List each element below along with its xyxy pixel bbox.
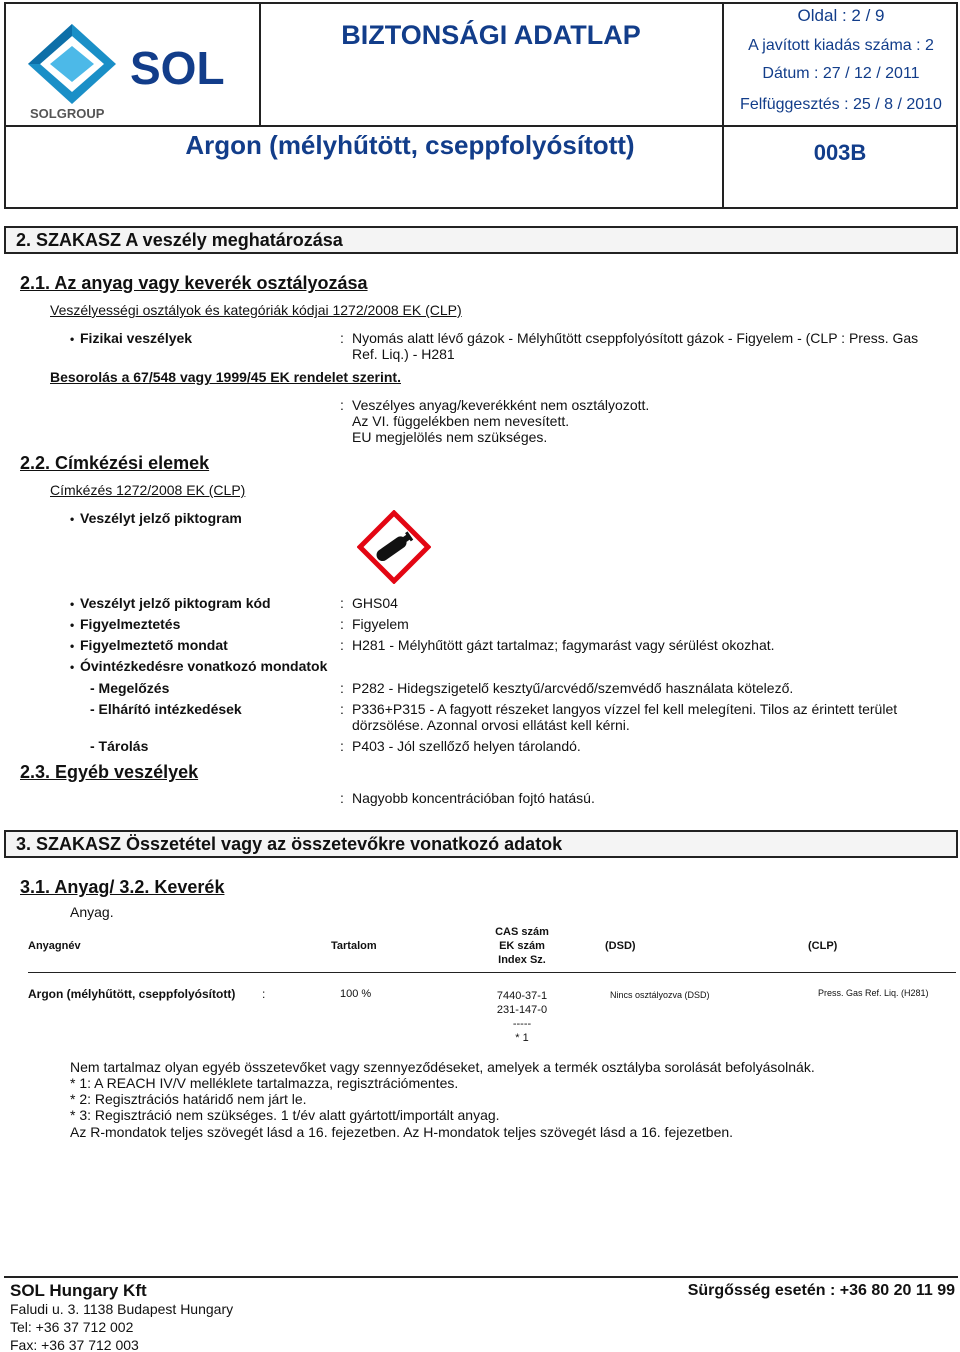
- row-index-number: -----: [512, 1018, 532, 1030]
- physical-hazards-label: • Fizikai veszélyek: [70, 330, 192, 346]
- row-ec-number: 231-147-0: [496, 1004, 548, 1016]
- row-note: * 1: [515, 1032, 529, 1044]
- colon: :: [340, 701, 344, 717]
- table-header-divider: [28, 972, 956, 973]
- svg-text:SOL: SOL: [130, 42, 225, 94]
- column-header-clp: (CLP): [808, 940, 838, 952]
- row-separator: :: [262, 987, 266, 1001]
- subsection-3-1-title: 3.1. Anyag/ 3.2. Keverék: [20, 877, 225, 897]
- subsection-2-3-title: 2.3. Egyéb veszélyek: [20, 762, 199, 782]
- colon: :: [340, 637, 344, 653]
- supersedes-date: Felfüggesztés : 25 / 8 / 2010: [740, 96, 942, 113]
- page-number: Oldal : 2 / 9: [797, 6, 885, 25]
- revision-date: Dátum : 27 / 12 / 2011: [762, 65, 920, 82]
- section-3-bar: [4, 830, 958, 858]
- colon: :: [340, 790, 344, 806]
- physical-hazards-value-1: Nyomás alatt lévő gázok - Mélyhűtött cseppfolyósított gázok - Figyelem - (CLP : Press. Gas: [352, 330, 919, 346]
- footer-address: Faludi u. 3. 1138 Budapest Hungary: [10, 1301, 234, 1317]
- dsd-classification-2: Az VI. függelékben nem nevesített.: [352, 413, 570, 429]
- other-hazards-value: Nagyobb koncentrációban fojtó hatású.: [352, 790, 595, 806]
- precautionary-label: • Óvintézkedésre vonatkozó mondatok: [70, 658, 327, 674]
- response-value-2: dörzsölése. Azonnal orvosi ellátást kell kérni.: [352, 717, 630, 733]
- subsection-2-2-title: 2.2. Címkézési elemek: [20, 453, 210, 473]
- section-3-title: 3. SZAKASZ Összetétel vagy az összetevőkre vonatkozó adatok: [16, 834, 563, 854]
- row-content: 100 %: [340, 988, 372, 1000]
- sol-logo: [6, 4, 256, 124]
- colon: :: [340, 738, 344, 754]
- footer-company: SOL Hungary Kft: [10, 1281, 147, 1300]
- footer-tel: Tel: +36 37 712 002: [10, 1319, 134, 1335]
- colon: :: [340, 330, 344, 346]
- revision-number: A javított kiadás száma : 2: [748, 37, 934, 54]
- header-divider: [4, 125, 958, 127]
- prevention-label: - Megelőzés: [90, 680, 170, 696]
- subsection-2-1-subtitle: Veszélyességi osztályok és kategóriák kódjai 1272/2008 EK (CLP): [50, 302, 462, 318]
- pictogram-code-value: GHS04: [352, 595, 398, 611]
- response-value-1: P336+P315 - A fagyott részeket langyos vízzel fel kell melegíteni. Tilos az érintett terület: [352, 701, 898, 717]
- signal-word-value: Figyelem: [352, 616, 409, 632]
- column-header-dsd: (DSD): [605, 940, 636, 952]
- footer-emergency-phone: Sürgősség esetén : +36 80 20 11 99: [687, 1282, 955, 1299]
- colon: :: [340, 616, 344, 632]
- row-cas-number: 7440-37-1: [496, 990, 548, 1002]
- svg-text:SOLGROUP: SOLGROUP: [30, 106, 105, 121]
- physical-hazards-value-2: Ref. Liq.) - H281: [352, 346, 455, 362]
- substance-type: Anyag.: [70, 904, 114, 920]
- note-line: * 1: A REACH IV/V melléklete tartalmazza, regisztrációmentes.: [70, 1075, 459, 1091]
- code-divider: [722, 125, 724, 209]
- signal-word-label: • Figyelmeztetés: [70, 616, 180, 632]
- storage-label: - Tárolás: [90, 738, 149, 754]
- row-substance-name: Argon (mélyhűtött, cseppfolyósított): [28, 987, 236, 1001]
- row-dsd: Nincs osztályozva (DSD): [610, 990, 710, 1000]
- note-line: * 3: Regisztráció nem szükséges. 1 t/év alatt gyártott/importált anyag.: [70, 1107, 500, 1123]
- subsection-2-1-title: 2.1. Az anyag vagy keverék osztályozása: [20, 273, 368, 293]
- product-name: Argon (mélyhűtött, cseppfolyósított): [185, 130, 635, 160]
- colon: :: [340, 595, 344, 611]
- note-line: Az R-mondatok teljes szövegét lásd a 16. fejezetben. Az H-mondatok teljes szövegét lásd a 16. fejezetben.: [70, 1124, 734, 1140]
- section-2-bar: [4, 226, 958, 254]
- storage-value: P403 - Jól szellőző helyen tárolandó.: [352, 738, 581, 754]
- note-line: * 2: Regisztrációs határidő nem járt le.: [70, 1091, 307, 1107]
- document-title: BIZTONSÁGI ADATLAP: [341, 20, 641, 50]
- dsd-classification-3: EU megjelölés nem szükséges.: [352, 429, 548, 445]
- product-code: 003B: [813, 140, 867, 165]
- note-line: Nem tartalmaz olyan egyéb összetevőket vagy szennyeződéseket, amelyek a termék osztályba sorolását befolyásolnák.: [70, 1059, 815, 1075]
- dsd-classification-label: Besorolás a 67/548 vagy 1999/45 EK rendelet szerint.: [50, 369, 401, 385]
- hazard-statement-label: • Figyelmeztető mondat: [70, 637, 228, 653]
- subsection-2-2-subtitle: Címkézés 1272/2008 EK (CLP): [50, 482, 246, 498]
- column-header-content: Tartalom: [331, 940, 377, 952]
- colon: :: [340, 680, 344, 696]
- colon: :: [340, 397, 344, 413]
- footer-divider: [4, 1276, 958, 1278]
- section-2-title: 2. SZAKASZ A veszély meghatározása: [16, 230, 343, 250]
- prevention-value: P282 - Hidegszigetelő kesztyű/arcvédő/szemvédő használata kötelező.: [352, 680, 794, 696]
- pictogram-label: • Veszélyt jelző piktogram: [70, 510, 242, 526]
- gas-cylinder-pictogram-icon: [357, 510, 431, 584]
- row-clp: Press. Gas Ref. Liq. (H281): [818, 988, 929, 998]
- logo-box: [4, 2, 261, 127]
- dsd-classification-1: Veszélyes anyag/keverékként nem osztályozott.: [352, 397, 650, 413]
- response-label: - Elhárító intézkedések: [90, 701, 242, 717]
- column-header-index: Index Sz.: [498, 954, 546, 966]
- footer-fax: Fax: +36 37 712 003: [10, 1337, 139, 1352]
- column-header-ec: EK szám: [499, 940, 545, 952]
- pictogram-code-label: • Veszélyt jelző piktogram kód: [70, 595, 271, 611]
- hazard-statement-value: H281 - Mélyhűtött gázt tartalmaz; fagymarást vagy sérülést okozhat.: [352, 637, 775, 653]
- column-header-name: Anyagnév: [28, 940, 81, 952]
- column-header-cas: CAS szám: [495, 926, 549, 938]
